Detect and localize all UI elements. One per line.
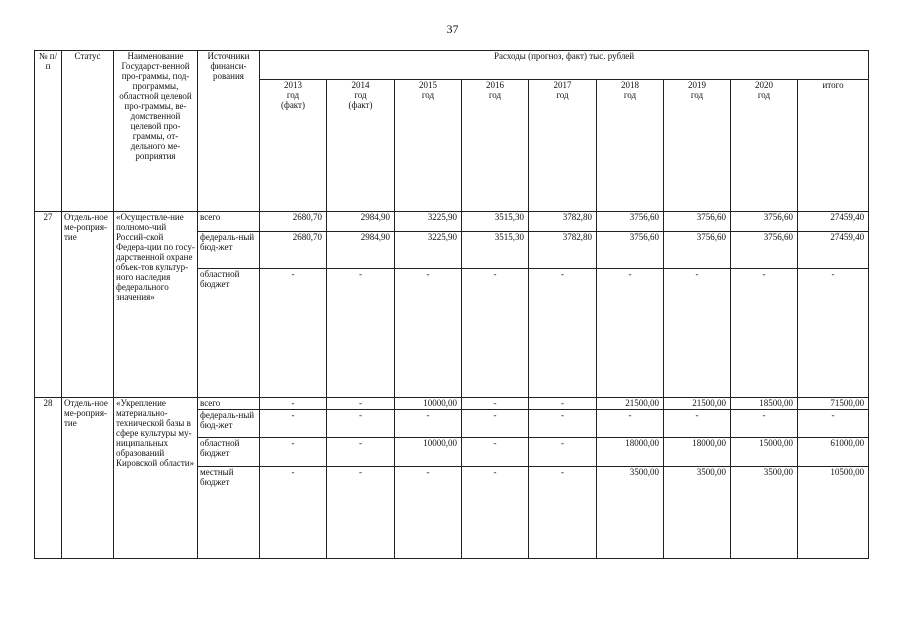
value-cell: 3500,00 xyxy=(664,467,731,559)
funding-source: федераль-ный бюд-жет xyxy=(198,232,260,269)
value-cell: - xyxy=(529,438,597,467)
value-cell: 3756,60 xyxy=(731,232,798,269)
header-year-sub: год xyxy=(286,90,300,100)
value-cell: 21500,00 xyxy=(664,398,731,410)
value-cell: - xyxy=(664,269,731,398)
row-number: 28 xyxy=(35,398,62,559)
value-cell: - xyxy=(327,467,395,559)
page-number: 37 xyxy=(446,22,459,36)
header-year-2019 xyxy=(664,80,731,212)
header-year-sub: год xyxy=(690,90,704,100)
value-cell: 3515,30 xyxy=(462,232,529,269)
header-year-2017 xyxy=(529,80,597,212)
value-cell: - xyxy=(395,467,462,559)
value-cell: 2984,90 xyxy=(327,232,395,269)
total-cell: - xyxy=(798,269,869,398)
funding-source: федераль-ный бюд-жет xyxy=(198,410,260,438)
value-cell: - xyxy=(462,467,529,559)
row-status: Отдель-ное ме-роприя-тие xyxy=(62,398,114,559)
row-name: «Укрепление материально-технической базы в сфере культуры му-ниципальных образований Кировской области» xyxy=(114,398,198,559)
value-cell: - xyxy=(529,269,597,398)
table-row xyxy=(35,398,869,410)
value-cell: - xyxy=(327,410,395,438)
value-cell: - xyxy=(462,438,529,467)
header-year-year: 2013 xyxy=(284,80,302,90)
value-cell: 10000,00 xyxy=(395,398,462,410)
header-total: итого xyxy=(798,80,869,212)
value-cell: 3756,60 xyxy=(731,212,798,232)
value-cell: - xyxy=(260,410,327,438)
header-year-sub: год xyxy=(556,90,569,100)
header-year-year: 2016 xyxy=(486,80,504,90)
value-cell: 3782,80 xyxy=(529,232,597,269)
funding-source: всего xyxy=(198,398,260,410)
header-year-sub: год xyxy=(757,90,771,100)
header-year-sub: год xyxy=(421,90,435,100)
value-cell: - xyxy=(395,410,462,438)
value-cell: - xyxy=(462,269,529,398)
funding-source: областной бюджет xyxy=(198,438,260,467)
value-cell: 3782,80 xyxy=(529,212,597,232)
header-status: Статус xyxy=(62,51,114,212)
total-cell: 61000,00 xyxy=(798,438,869,467)
value-cell: 10000,00 xyxy=(395,438,462,467)
header-year-2013 xyxy=(260,80,327,212)
value-cell: - xyxy=(731,269,798,398)
value-cell: 3225,90 xyxy=(395,212,462,232)
value-cell: 3225,90 xyxy=(395,232,462,269)
row-name: «Осуществле-ние полномо-чий Россий-ской Федера-ции по госу-дарственной охране объек-тов культур-ного наследия федерального значения» xyxy=(114,212,198,398)
value-cell: 3515,30 xyxy=(462,212,529,232)
header-year-year: 2014 xyxy=(351,80,370,90)
total-cell: 10500,00 xyxy=(798,467,869,559)
value-cell: - xyxy=(260,269,327,398)
value-cell: 2984,90 xyxy=(327,212,395,232)
value-cell: 3756,60 xyxy=(597,212,664,232)
value-cell: - xyxy=(327,398,395,410)
value-cell: 3756,60 xyxy=(597,232,664,269)
value-cell: 18000,00 xyxy=(664,438,731,467)
value-cell: 21500,00 xyxy=(597,398,664,410)
funding-source: местный бюджет xyxy=(198,467,260,559)
header-num: № п/п xyxy=(35,51,62,212)
header-year-year: 2019 xyxy=(688,80,706,90)
value-cell: 3756,60 xyxy=(664,232,731,269)
header-year-2014 xyxy=(327,80,395,212)
value-cell: 3500,00 xyxy=(731,467,798,559)
value-cell: 2680,70 xyxy=(260,212,327,232)
value-cell: - xyxy=(597,410,664,438)
value-cell: - xyxy=(260,438,327,467)
value-cell: - xyxy=(462,410,529,438)
value-cell: 2680,70 xyxy=(260,232,327,269)
row-status: Отдель-ное ме-роприя-тие xyxy=(62,212,114,398)
value-cell: - xyxy=(462,398,529,410)
value-cell: 18500,00 xyxy=(731,398,798,410)
total-cell: 27459,40 xyxy=(798,212,869,232)
total-cell: - xyxy=(798,410,869,438)
value-cell: 15000,00 xyxy=(731,438,798,467)
header-year-2020 xyxy=(731,80,798,212)
value-cell: 18000,00 xyxy=(597,438,664,467)
total-cell: 71500,00 xyxy=(798,398,869,410)
table-row xyxy=(35,212,869,232)
budget-table xyxy=(34,50,869,559)
header-sources: Источники финанси-рования xyxy=(198,51,260,212)
value-cell: - xyxy=(327,269,395,398)
header-year-note: (факт) xyxy=(348,100,373,110)
value-cell: - xyxy=(529,467,597,559)
value-cell: - xyxy=(260,398,327,410)
header-year-year: 2020 xyxy=(755,80,773,90)
funding-source: всего xyxy=(198,212,260,232)
header-name: Наименование Государст-венной про-граммы, под-программы, областной целевой про-граммы, ве-домственной целевой про-граммы, от-дельного ме-роприятия xyxy=(114,51,198,212)
value-cell: 3756,60 xyxy=(664,212,731,232)
value-cell: - xyxy=(529,398,597,410)
header-year-2018 xyxy=(597,80,664,212)
value-cell: - xyxy=(664,410,731,438)
value-cell: 3500,00 xyxy=(597,467,664,559)
header-expenses: Расходы (прогноз, факт) тыс. рублей xyxy=(260,51,869,80)
row-number: 27 xyxy=(35,212,62,398)
header-year-sub: год xyxy=(488,90,502,100)
value-cell: - xyxy=(529,410,597,438)
header-year-year: 2017 xyxy=(553,80,572,90)
header-year-year: 2015 xyxy=(419,80,437,90)
value-cell: - xyxy=(327,438,395,467)
total-cell: 27459,40 xyxy=(798,232,869,269)
header-year-sub: год xyxy=(623,90,637,100)
header-year-2016 xyxy=(462,80,529,212)
value-cell: - xyxy=(731,410,798,438)
funding-source: областной бюджет xyxy=(198,269,260,398)
header-year-year: 2018 xyxy=(621,80,639,90)
value-cell: - xyxy=(260,467,327,559)
header-year-sub: год xyxy=(354,90,367,100)
header-year-note: (факт) xyxy=(280,100,305,110)
value-cell: - xyxy=(395,269,462,398)
value-cell: - xyxy=(597,269,664,398)
header-year-2015 xyxy=(395,80,462,212)
